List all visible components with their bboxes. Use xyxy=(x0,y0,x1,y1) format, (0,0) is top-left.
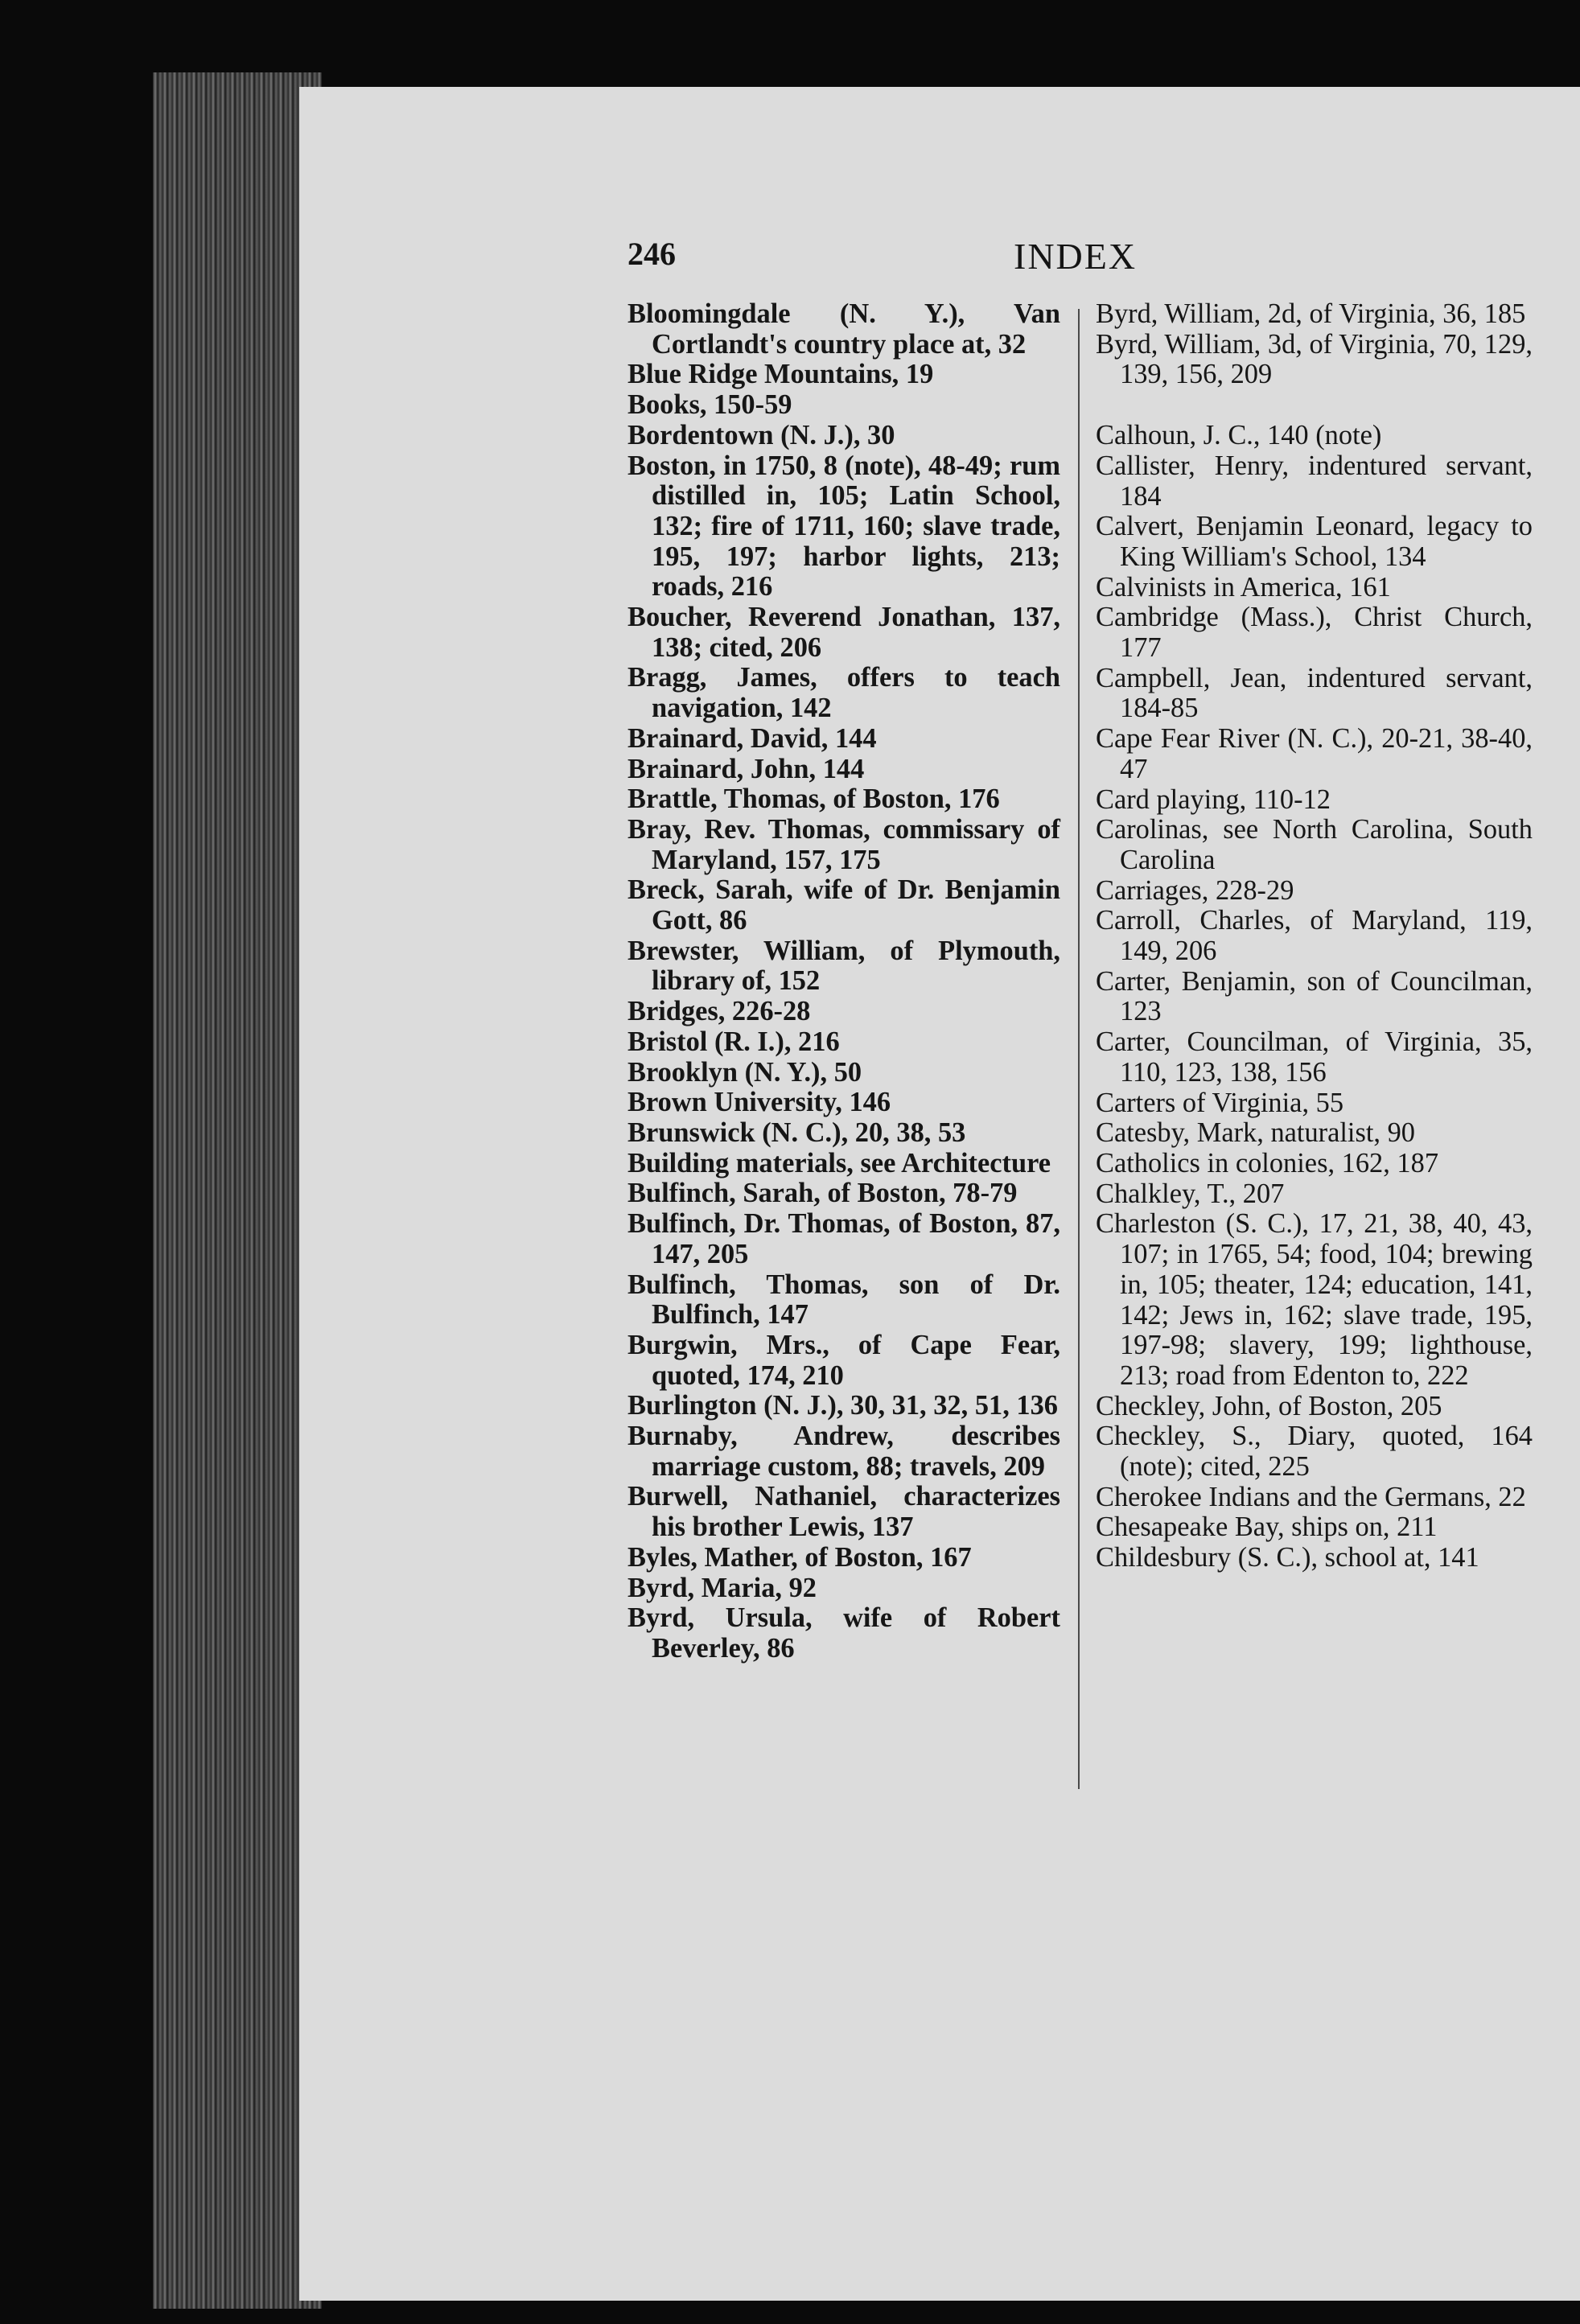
index-entry: Burgwin, Mrs., of Cape Fear, quoted, 174, 210 xyxy=(627,1329,1060,1391)
letter-section-gap xyxy=(1096,390,1533,421)
index-entry: Building materials, see Architecture xyxy=(627,1147,1051,1178)
index-entry: Bragg, James, offers to teach navigation, 142 xyxy=(627,662,1060,724)
index-entry: Brainard, John, 144 xyxy=(627,753,865,784)
index-entry: Byles, Mather, of Boston, 167 xyxy=(627,1541,972,1573)
index-entry: Carters of Virginia, 55 xyxy=(1096,1087,1344,1118)
index-entry: Carter, Benjamin, son of Councilman, 123 xyxy=(1096,965,1533,1027)
index-entry: Breck, Sarah, wife of Dr. Benjamin Gott, 86 xyxy=(627,874,1060,936)
index-entry: Bordentown (N. J.), 30 xyxy=(627,419,895,450)
index-entry: Books, 150-59 xyxy=(627,389,792,421)
index-entry: Callister, Henry, indentured servant, 184 xyxy=(1096,450,1533,512)
index-entry: Brattle, Thomas, of Boston, 176 xyxy=(627,784,1000,815)
index-entry: Catholics in colonies, 162, 187 xyxy=(1096,1147,1439,1178)
index-entry: Catesby, Mark, naturalist, 90 xyxy=(1096,1117,1416,1149)
index-entry: Calhoun, J. C., 140 (note) xyxy=(1096,420,1382,451)
index-entry: Brainard, David, 144 xyxy=(627,722,877,754)
index-entry: Childesbury (S. C.), school at, 141 xyxy=(1096,1542,1479,1573)
index-entry: Brown University, 146 xyxy=(627,1087,891,1118)
index-entry: Bulfinch, Sarah, of Boston, 78-79 xyxy=(627,1178,1018,1209)
book-spine-edge xyxy=(153,72,322,2309)
index-entry: Blue Ridge Mountains, 19 xyxy=(627,359,934,390)
index-column-right xyxy=(1096,299,1533,1573)
index-entry: Byrd, Maria, 92 xyxy=(627,1572,817,1603)
index-column-left xyxy=(627,299,1060,1664)
index-entry: Calvinists in America, 161 xyxy=(1096,571,1391,603)
index-entry: Bray, Rev. Thomas, commissary of Maryland, 157, 175 xyxy=(627,813,1060,875)
index-entry: Burwell, Nathaniel, characterizes his brother Lewis, 137 xyxy=(627,1481,1060,1543)
page-title: INDEX xyxy=(1014,236,1138,277)
index-entry: Carter, Councilman, of Virginia, 35, 110, 123, 138, 156 xyxy=(1096,1026,1533,1088)
index-entry: Campbell, Jean, indentured servant, 184-85 xyxy=(1096,662,1533,724)
index-entry: Checkley, John, of Boston, 205 xyxy=(1096,1390,1442,1421)
index-entry: Bridges, 226-28 xyxy=(627,996,811,1027)
index-entry: Boucher, Reverend Jonathan, 137, 138; cited, 206 xyxy=(627,602,1060,663)
index-entry: Bulfinch, Dr. Thomas, of Boston, 87, 147, 205 xyxy=(627,1208,1060,1269)
index-entry: Boston, in 1750, 8 (note), 48-49; rum distilled in, 105; Latin School, 132; fire of 1711, 160; slave trade, 195, 197; harbor lights, 213; roads, 216 xyxy=(627,450,1060,603)
index-entry: Carroll, Charles, of Maryland, 119, 149, 206 xyxy=(1096,905,1533,967)
index-entry: Byrd, William, 2d, of Virginia, 36, 185 xyxy=(1096,298,1526,329)
index-entry: Carolinas, see North Carolina, South Carolina xyxy=(1096,814,1533,875)
index-entry: Cherokee Indians and the Germans, 22 xyxy=(1096,1481,1526,1512)
running-head xyxy=(627,235,1537,286)
index-entry: Chesapeake Bay, ships on, 211 xyxy=(1096,1512,1438,1543)
index-entry: Byrd, William, 3d, of Virginia, 70, 129, 139, 156, 209 xyxy=(1096,328,1533,390)
index-entry: Byrd, Ursula, wife of Robert Beverley, 86 xyxy=(627,1602,1060,1664)
index-entry: Brunswick (N. C.), 20, 38, 53 xyxy=(627,1117,966,1148)
index-entry: Checkley, S., Diary, quoted, 164 (note); cited, 225 xyxy=(1096,1421,1533,1483)
index-entry: Bloomingdale (N. Y.), Van Cortlandt's country place at, 32 xyxy=(627,298,1060,360)
index-entry: Cape Fear River (N. C.), 20-21, 38-40, 47 xyxy=(1096,723,1533,784)
column-divider xyxy=(1078,309,1080,1789)
index-entry: Card playing, 110-12 xyxy=(1096,784,1331,815)
index-entry: Brewster, William, of Plymouth, library of, 152 xyxy=(627,935,1060,997)
index-entry: Cambridge (Mass.), Christ Church, 177 xyxy=(1096,602,1533,664)
index-entry: Burlington (N. J.), 30, 31, 32, 51, 136 xyxy=(627,1390,1058,1421)
index-entry: Brooklyn (N. Y.), 50 xyxy=(627,1056,862,1088)
index-entry: Calvert, Benjamin Leonard, legacy to King William's School, 134 xyxy=(1096,511,1533,572)
index-entry: Bristol (R. I.), 216 xyxy=(627,1026,840,1057)
index-entry: Charleston (S. C.), 17, 21, 38, 40, 43, 107; in 1765, 54; food, 104; brewing in, 105; theater, 124; education, 141, 142; Jews in, 162; slave trade, 195, 197-98; slavery, 199; lighthouse, 213; road from Edenton to, 222 xyxy=(1096,1208,1533,1391)
index-entry: Burnaby, Andrew, describes marriage custom, 88; travels, 209 xyxy=(627,1421,1060,1482)
page-number: 246 xyxy=(627,236,676,272)
index-entry: Chalkley, T., 207 xyxy=(1096,1178,1285,1209)
index-entry: Carriages, 228-29 xyxy=(1096,874,1294,906)
index-entry: Bulfinch, Thomas, son of Dr. Bulfinch, 147 xyxy=(627,1269,1060,1331)
